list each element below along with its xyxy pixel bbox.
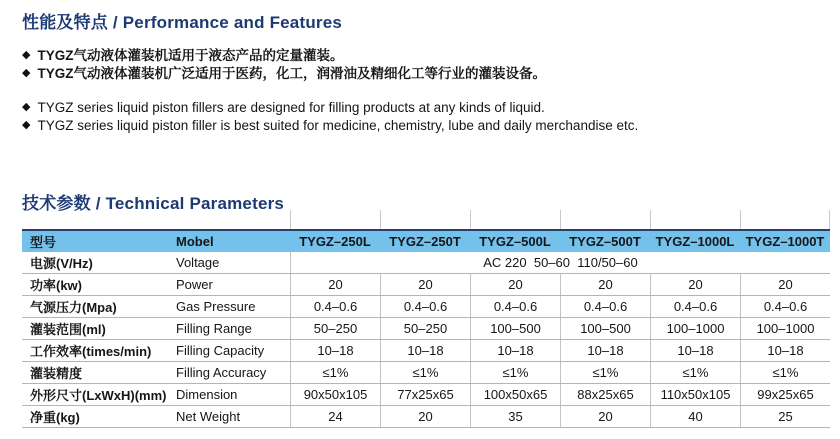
feature-text-en-2: TYGZ series liquid piston filler is best suited for medicine, chemistry, lube and daily merchandise etc. bbox=[37, 117, 639, 133]
spec-cell: ≤1% bbox=[560, 362, 650, 383]
spec-cell: 100–500 bbox=[470, 318, 560, 339]
spec-cell: 99x25x65 bbox=[740, 384, 830, 405]
spec-cell: 0.4–0.6 bbox=[740, 296, 830, 317]
row-label-cn: 功率(kw) bbox=[30, 278, 83, 293]
feature-text-en-1: TYGZ series liquid piston fillers are designed for filling products at any kinds of liquid. bbox=[37, 100, 545, 115]
spec-cell: 100–500 bbox=[560, 318, 650, 339]
feature-bullet-cn-2 bbox=[22, 65, 830, 83]
spec-cell: ≤1% bbox=[470, 362, 560, 383]
row-label-en: Power bbox=[176, 277, 213, 292]
spec-cell: 10–18 bbox=[470, 340, 560, 361]
spec-cell: 50–250 bbox=[380, 318, 470, 339]
spec-cell: 50–250 bbox=[290, 318, 380, 339]
parameters-section bbox=[22, 189, 284, 214]
spec-cell: 0.4–0.6 bbox=[290, 296, 380, 317]
features-bullets-chinese bbox=[22, 47, 830, 82]
row-label-cn: 电源(V/Hz) bbox=[30, 256, 93, 271]
spec-cell: 10–18 bbox=[650, 340, 740, 361]
features-section bbox=[22, 8, 830, 134]
row-label-en: Filling Capacity bbox=[176, 343, 265, 358]
diamond-bullet-icon: ◆ bbox=[22, 118, 31, 131]
spec-cell: 20 bbox=[380, 406, 470, 427]
table-header-row bbox=[22, 229, 830, 252]
spec-table bbox=[22, 229, 830, 428]
row-label-cn: 灌装精度 bbox=[30, 366, 83, 381]
spec-row-filling-capacity bbox=[22, 340, 830, 362]
row-label-cn: 工作效率(times/min) bbox=[30, 344, 152, 359]
spec-cell: 35 bbox=[470, 406, 560, 427]
model-column-header: TYGZ–500L bbox=[479, 234, 551, 249]
spec-cell: 40 bbox=[650, 406, 740, 427]
row-label-cn: 外形尺寸(LxWxH)(mm) bbox=[30, 388, 167, 403]
column-guide-line bbox=[470, 210, 471, 229]
spec-cell: 20 bbox=[650, 274, 740, 295]
spec-cell: ≤1% bbox=[650, 362, 740, 383]
parameters-title: 技术参数 / Technical Parameters bbox=[22, 194, 285, 213]
row-label-en: Filling Accuracy bbox=[176, 365, 267, 380]
model-column-header: TYGZ–250T bbox=[389, 234, 461, 249]
spec-cell: 0.4–0.6 bbox=[470, 296, 560, 317]
spec-cell: 88x25x65 bbox=[560, 384, 650, 405]
voltage-value: AC 220 50–60 110/50–60 bbox=[290, 252, 830, 273]
spec-cell: 100–1000 bbox=[650, 318, 740, 339]
feature-bullet-en-2 bbox=[22, 117, 830, 135]
row-label-cn: 灌装范围(ml) bbox=[30, 322, 106, 337]
column-guide-line bbox=[560, 210, 561, 229]
spec-cell: ≤1% bbox=[740, 362, 830, 383]
row-label-en: Voltage bbox=[176, 255, 220, 270]
spec-cell: ≤1% bbox=[290, 362, 380, 383]
spec-cell: 20 bbox=[560, 274, 650, 295]
model-column-header: TYGZ–1000L bbox=[655, 234, 735, 249]
spec-cell: 20 bbox=[380, 274, 470, 295]
spec-row-gas-pressure bbox=[22, 296, 830, 318]
feature-text-cn-2: TYGZ气动液体灌装机广泛适用于医药，化工，润滑油及精细化工等行业的灌装设备。 bbox=[37, 65, 546, 81]
row-label-en: Dimension bbox=[176, 387, 238, 402]
column-guide-line bbox=[740, 210, 741, 229]
spec-row-net-weight bbox=[22, 406, 830, 428]
spec-cell: 20 bbox=[740, 274, 830, 295]
column-guide-line bbox=[829, 210, 830, 229]
diamond-bullet-icon: ◆ bbox=[22, 66, 31, 79]
row-label-cn: 气源压力(Mpa) bbox=[30, 300, 117, 315]
spec-row-filling-accuracy bbox=[22, 362, 830, 384]
row-label-cn: 净重(kg) bbox=[30, 410, 80, 425]
column-guide-line bbox=[650, 210, 651, 229]
column-guide-line bbox=[380, 210, 381, 229]
spec-row-dimension bbox=[22, 384, 830, 406]
spec-cell: 10–18 bbox=[380, 340, 470, 361]
header-label-cn: 型号 bbox=[30, 235, 57, 250]
spec-cell: 100–1000 bbox=[740, 318, 830, 339]
feature-text-cn-1: TYGZ气动液体灌装机适用于液态产品的定量灌装。 bbox=[37, 48, 344, 63]
spec-cell: 77x25x65 bbox=[380, 384, 470, 405]
spec-cell: 25 bbox=[740, 406, 830, 427]
model-column-header: TYGZ–250L bbox=[299, 234, 371, 249]
features-title: 性能及特点 / Performance and Features bbox=[22, 13, 343, 32]
feature-bullet-en-1 bbox=[22, 99, 830, 117]
spec-cell: 100x50x65 bbox=[470, 384, 560, 405]
features-bullets-english bbox=[22, 99, 830, 134]
spec-cell: 0.4–0.6 bbox=[380, 296, 470, 317]
spec-cell: 20 bbox=[470, 274, 560, 295]
spec-cell: 90x50x105 bbox=[290, 384, 380, 405]
column-guide-line bbox=[290, 210, 291, 229]
spec-cell: 10–18 bbox=[560, 340, 650, 361]
spec-cell: ≤1% bbox=[380, 362, 470, 383]
row-label-en: Gas Pressure bbox=[176, 299, 256, 314]
spec-row-filling-range bbox=[22, 318, 830, 340]
model-column-header: TYGZ–1000T bbox=[745, 234, 825, 249]
header-label-en: Mobel bbox=[176, 234, 214, 249]
spec-cell: 10–18 bbox=[740, 340, 830, 361]
spec-row-power bbox=[22, 274, 830, 296]
voltage-row bbox=[22, 252, 830, 274]
row-label-en: Net Weight bbox=[176, 409, 241, 424]
spec-cell: 0.4–0.6 bbox=[560, 296, 650, 317]
spec-cell: 0.4–0.6 bbox=[650, 296, 740, 317]
spec-cell: 20 bbox=[560, 406, 650, 427]
spec-cell: 110x50x105 bbox=[650, 384, 740, 405]
spec-cell: 20 bbox=[290, 274, 380, 295]
spec-cell: 10–18 bbox=[290, 340, 380, 361]
spec-cell: 24 bbox=[290, 406, 380, 427]
feature-bullet-cn-1 bbox=[22, 47, 830, 65]
diamond-bullet-icon: ◆ bbox=[22, 49, 31, 61]
diamond-bullet-icon: ◆ bbox=[22, 101, 31, 113]
row-label-en: Filling Range bbox=[176, 321, 252, 336]
model-column-header: TYGZ–500T bbox=[569, 234, 641, 249]
